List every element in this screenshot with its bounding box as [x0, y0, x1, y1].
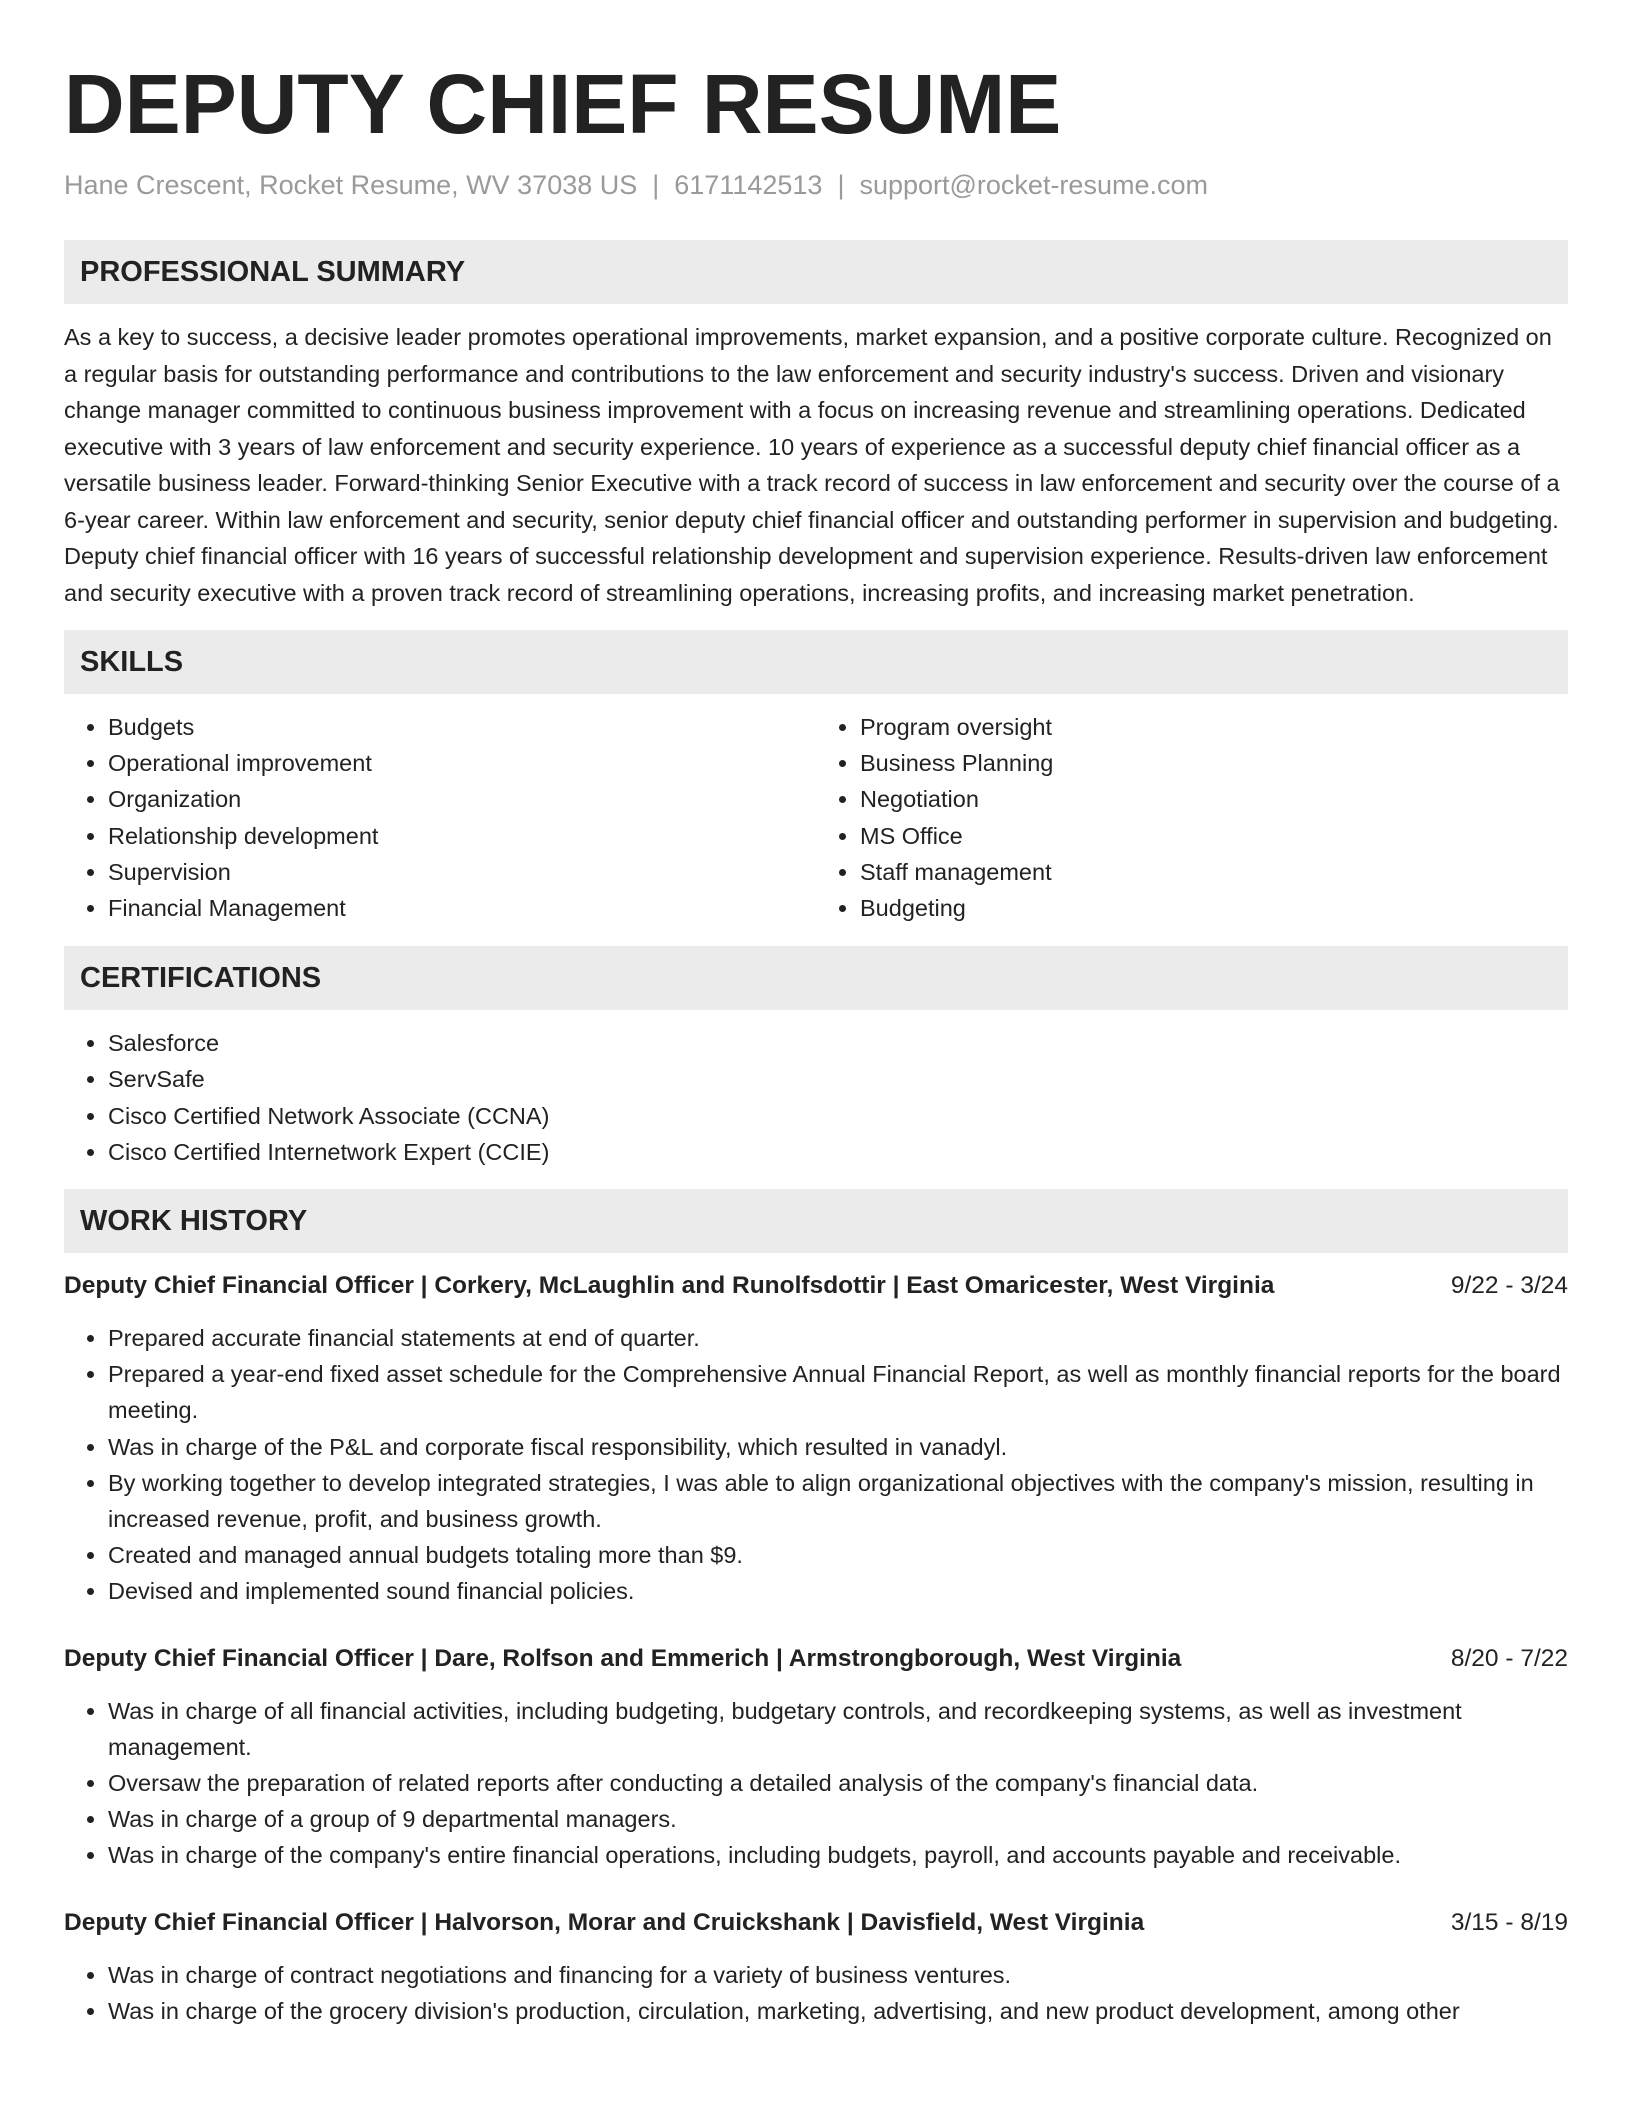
certification-item: • Salesforce	[108, 1025, 1568, 1061]
job-bullet: • Was in charge of all financial activities, including budgeting, budgetary controls, and recordkeeping systems, as well as investment management.	[108, 1693, 1568, 1765]
certifications-heading: CERTIFICATIONS	[64, 946, 1568, 1010]
job-bullets	[64, 1693, 1568, 1874]
job-entry	[64, 1906, 1568, 2029]
job-bullet: • Devised and implemented sound financial policies.	[108, 1573, 1568, 1609]
skill-item: • Budgets	[108, 709, 816, 745]
certifications-section	[64, 946, 1568, 1170]
job-dates: 9/22 - 3/24	[1450, 1272, 1568, 1300]
job-title: Deputy Chief Financial Officer | Corkery, McLaughlin and Runolfsdottir | East Omaricester, West Virginia	[64, 1272, 1275, 1300]
skill-item: • Budgeting	[860, 890, 1568, 926]
contact-address: Hane Crescent, Rocket Resume, WV 37038 US	[64, 170, 638, 200]
resume-page	[64, 0, 1568, 2029]
contact-email: support@rocket-resume.com	[859, 170, 1208, 200]
skill-item: • Supervision	[108, 854, 816, 890]
job-bullet: • Prepared a year-end fixed asset schedule for the Comprehensive Annual Financial Report, as well as monthly financial reports for the board meeting.	[108, 1356, 1568, 1428]
job-header	[64, 1269, 1568, 1303]
skill-item: • Business Planning	[860, 745, 1568, 781]
skill-item: • Negotiation	[860, 781, 1568, 817]
contact-separator: |	[652, 170, 660, 200]
summary-heading: PROFESSIONAL SUMMARY	[64, 240, 1568, 304]
job-dates: 8/20 - 7/22	[1450, 1644, 1568, 1672]
contact-separator: |	[837, 170, 845, 200]
skill-item: • Organization	[108, 781, 816, 817]
job-title: Deputy Chief Financial Officer | Halvorson, Morar and Cruickshank | Davisfield, West Virginia	[64, 1908, 1145, 1936]
contact-line	[64, 168, 1568, 202]
job-entry	[64, 1642, 1568, 1874]
skill-item: • Staff management	[860, 854, 1568, 890]
certifications-list	[64, 1025, 1568, 1170]
skills-heading: SKILLS	[64, 630, 1568, 694]
summary-section	[64, 240, 1568, 611]
job-bullets	[64, 1957, 1568, 2029]
skills-right-list	[816, 709, 1568, 926]
job-bullet: • Was in charge of contract negotiations and financing for a variety of business ventures.	[108, 1957, 1568, 1993]
skills-left-list	[64, 709, 816, 926]
work-history-heading: WORK HISTORY	[64, 1189, 1568, 1253]
job-bullet: • Was in charge of a group of 9 departmental managers.	[108, 1801, 1568, 1837]
skill-item: • Program oversight	[860, 709, 1568, 745]
contact-phone: 6171142513	[674, 170, 823, 200]
job-bullet: • Prepared accurate financial statements at end of quarter.	[108, 1320, 1568, 1356]
certification-item: • Cisco Certified Network Associate (CCNA)	[108, 1098, 1568, 1134]
work-history-section	[64, 1189, 1568, 2029]
job-bullets	[64, 1320, 1568, 1610]
skill-item: • Relationship development	[108, 818, 816, 854]
job-bullet: • Created and managed annual budgets totaling more than $9.	[108, 1537, 1568, 1573]
job-dates: 3/15 - 8/19	[1450, 1908, 1568, 1936]
job-bullet: • By working together to develop integrated strategies, I was able to align organizational objectives with the company's mission, resulting in increased revenue, profit, and business growth.	[108, 1465, 1568, 1537]
job-bullet: • Was in charge of the grocery division's production, circulation, marketing, advertising, and new product development, among other	[108, 1993, 1568, 2029]
resume-title: DEPUTY CHIEF RESUME	[64, 57, 1062, 151]
job-bullet: • Was in charge of the P&L and corporate fiscal responsibility, which resulted in vanadyl.	[108, 1429, 1568, 1465]
job-header	[64, 1642, 1568, 1676]
job-bullet: • Was in charge of the company's entire financial operations, including budgets, payroll, and accounts payable and receivable.	[108, 1837, 1568, 1873]
skill-item: • MS Office	[860, 818, 1568, 854]
certification-item: • ServSafe	[108, 1061, 1568, 1097]
certification-item: • Cisco Certified Internetwork Expert (CCIE)	[108, 1134, 1568, 1170]
skill-item: • Financial Management	[108, 890, 816, 926]
job-bullet: • Oversaw the preparation of related reports after conducting a detailed analysis of the company's financial data.	[108, 1765, 1568, 1801]
skill-item: • Operational improvement	[108, 745, 816, 781]
job-header	[64, 1906, 1568, 1940]
job-entry	[64, 1269, 1568, 1610]
skills-section	[64, 630, 1568, 926]
summary-text: As a key to success, a decisive leader promotes operational improvements, market expansion, and a positive corporate culture. Recognized on a regular basis for outstanding performance and contributions to the law enforcement and security industry's success. Driven and visionary change manager committed to continuous business improvement with a focus on increasing revenue and streamlining operations. Dedicated executive with 3 years of law enforcement and security experience. 10 years of experience as a successful deputy chief financial officer as a versatile business leader. Forward-thinking Senior Executive with a track record of success in law enforcement and security over the course of a 6-year career. Within law enforcement and security, senior deputy chief financial officer and outstanding performer in supervision and budgeting. Deputy chief financial officer with 16 years of successful relationship development and supervision experience. Results-driven law enforcement and security executive with a proven track record of streamlining operations, increasing profits, and increasing market penetration.	[64, 324, 1560, 606]
skills-grid	[64, 709, 1568, 926]
job-title: Deputy Chief Financial Officer | Dare, Rolfson and Emmerich | Armstrongborough, West Virginia	[64, 1644, 1182, 1672]
